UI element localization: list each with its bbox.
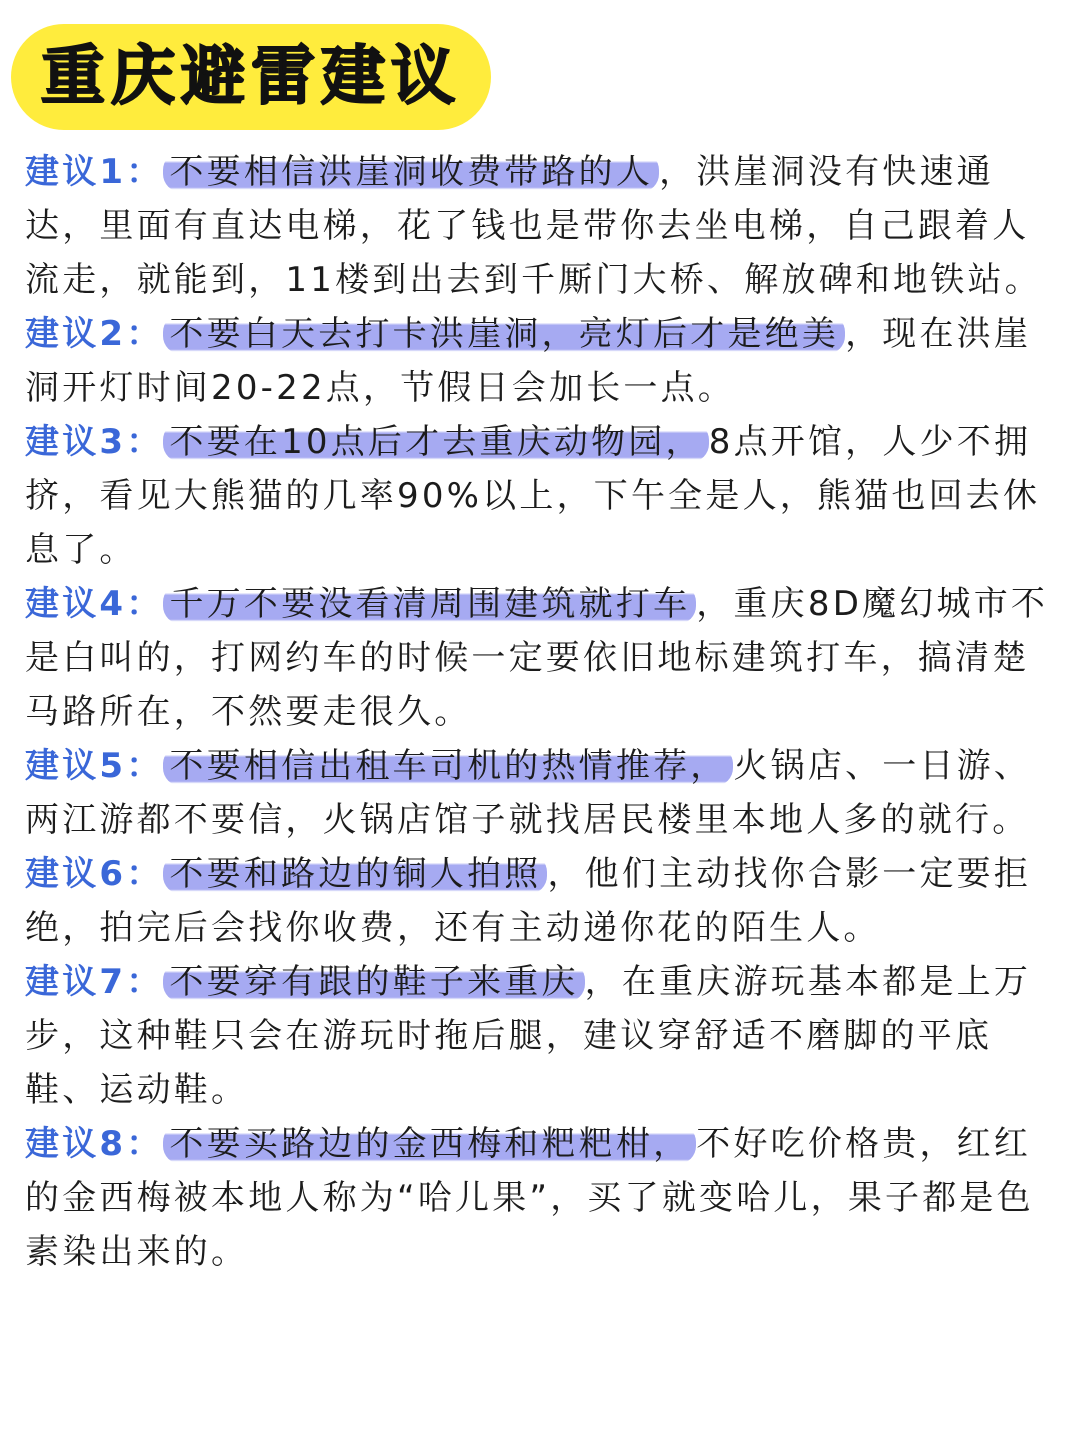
title-banner [11, 24, 491, 130]
tip-highlight: 不要相信出租车司机的热情推荐， [163, 746, 733, 786]
page-title: 重庆避雷建议 [41, 40, 461, 114]
tip-text: 不好吃价格贵，红红的金西梅被本地人称为“哈儿果”，买了就变哈儿，果子都是色素染出来的。 [25, 1124, 1034, 1272]
tips-list [25, 145, 1055, 1279]
tip-label: 建议7： [25, 962, 164, 1002]
tip-text: 8点开馆，人少不拥挤，看见大熊猫的几率90%以上，下午全是人，熊猫也回去休息了。 [25, 422, 1041, 570]
tip-item [25, 1117, 1055, 1279]
tip-text: ，他们主动找你合影一定要拒绝，拍完后会找你收费，还有主动递你花的陌生人。 [25, 854, 1032, 948]
tip-text: ，洪崖洞没有快速通达，里面有直达电梯，花了钱也是带你去坐电梯，自己跟着人流走，就能到，11楼到出去到千厮门大桥、解放碑和地铁站。 [25, 152, 1042, 300]
tip-item [25, 577, 1055, 739]
tip-highlight: 不要相信洪崖洞收费带路的人 [163, 152, 659, 192]
tip-item [25, 955, 1055, 1117]
tip-item [25, 847, 1055, 955]
tip-highlight: 不要买路边的金西梅和粑粑柑， [163, 1124, 696, 1164]
tip-highlight: 不要在10点后才去重庆动物园， [163, 422, 708, 462]
tip-highlight: 不要和路边的铜人拍照 [163, 854, 547, 894]
tip-text: ，现在洪崖洞开灯时间20-22点，节假日会加长一点。 [25, 314, 1032, 408]
tip-highlight: 不要白天去打卡洪崖洞，亮灯后才是绝美 [163, 314, 845, 354]
tip-item [25, 145, 1055, 307]
tip-text: ，重庆8D魔幻城市不是白叫的，打网约车的时候一定要依旧地标建筑打车，搞清楚马路所在，不然要走很久。 [25, 584, 1049, 732]
tip-text: ，在重庆游玩基本都是上万步，这种鞋只会在游玩时拖后腿，建议穿舒适不磨脚的平底鞋、运动鞋。 [25, 962, 1032, 1110]
tip-text: 火锅店、一日游、两江游都不要信，火锅店馆子就找居民楼里本地人多的就行。 [25, 746, 1032, 840]
tip-item [25, 415, 1055, 577]
tip-highlight: 千万不要没看清周围建筑就打车 [163, 584, 696, 624]
tip-label: 建议4： [25, 584, 164, 624]
tip-item [25, 739, 1055, 847]
tip-label: 建议8： [25, 1124, 164, 1164]
tip-item [25, 307, 1055, 415]
tip-label: 建议2： [25, 314, 164, 354]
tip-highlight: 不要穿有跟的鞋子来重庆 [163, 962, 584, 1002]
tip-label: 建议6： [25, 854, 164, 894]
tip-label: 建议1： [25, 152, 164, 192]
tip-label: 建议5： [25, 746, 164, 786]
tip-label: 建议3： [25, 422, 164, 462]
